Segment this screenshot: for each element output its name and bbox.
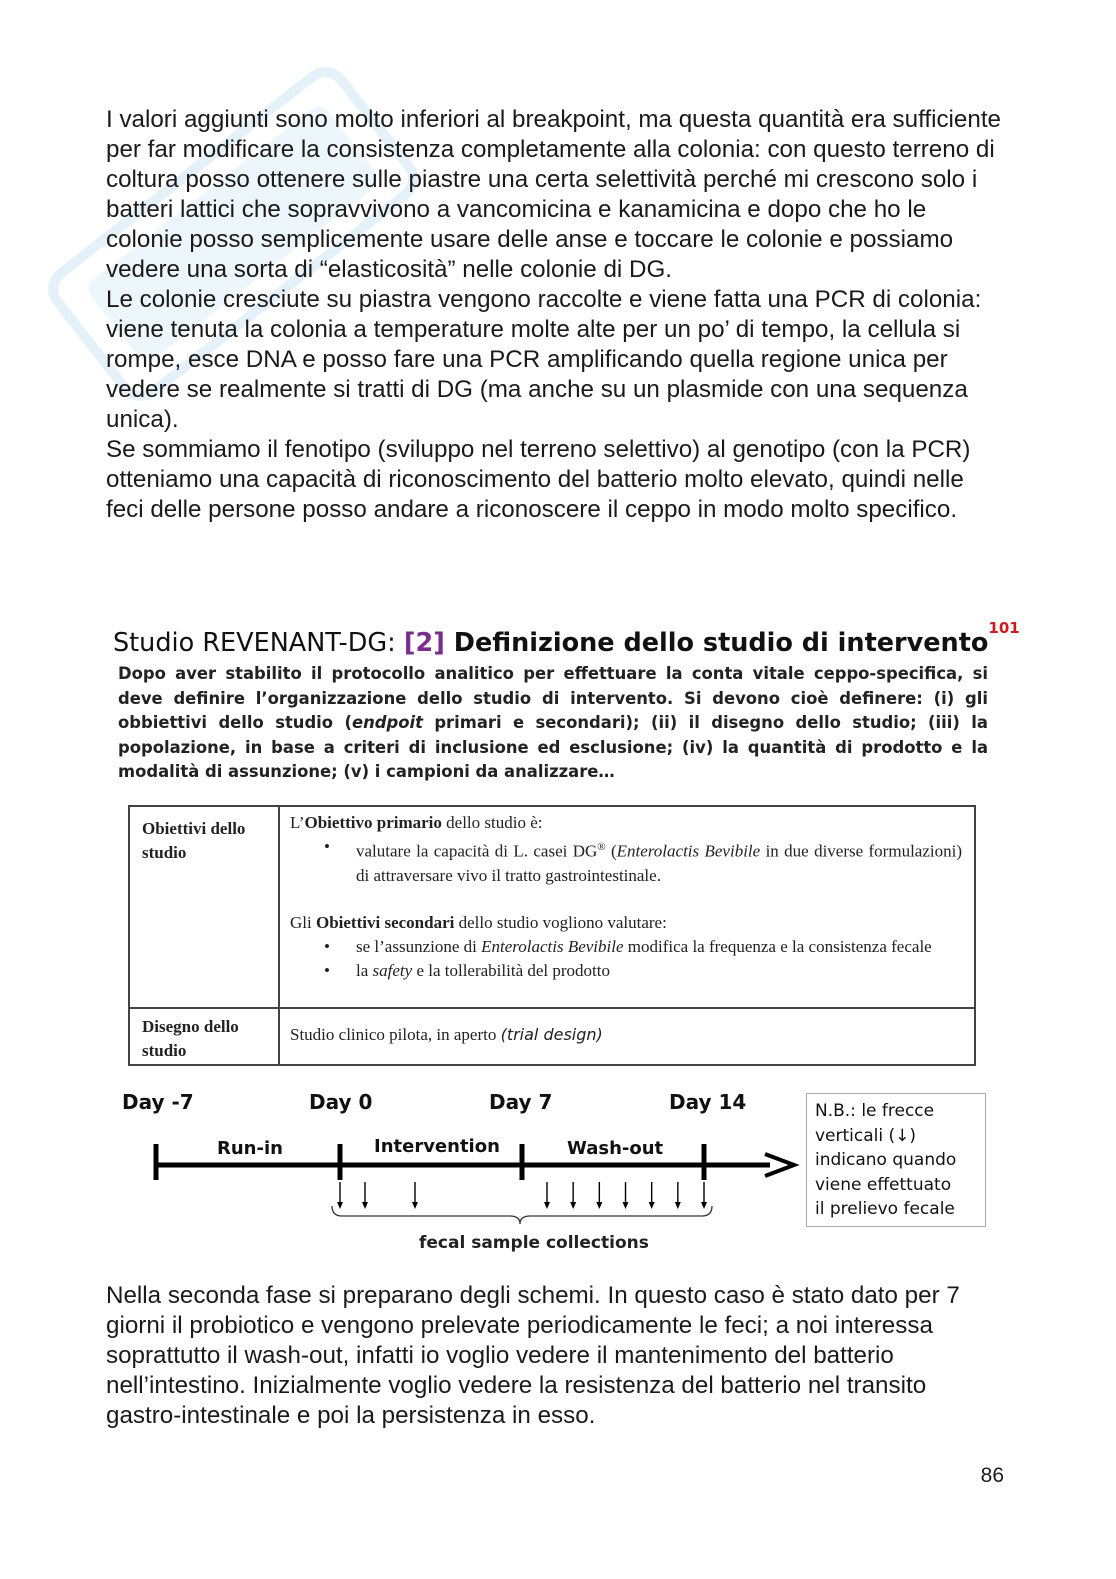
collection-arrow-head [701,1202,707,1209]
study-timeline [110,1082,810,1262]
text: valutare la capacità di L. casei DG [356,841,598,861]
text: se l’assunzione di [356,936,482,956]
text: ( [605,841,617,861]
text: dello studio vogliono valutare: [454,912,667,932]
text-italic: Enterolactis Bevibile [616,841,761,861]
text-bold: Obiettivi secondari [315,912,455,932]
list-item [324,835,962,888]
body-text-bottom [106,1281,1006,1431]
note-line: il prelievo fecale [815,1199,955,1220]
table-row [129,806,975,1008]
note-line: indicano quando [815,1150,957,1171]
list-item [324,959,962,983]
bullet-icon: • [324,936,330,956]
text: la [356,960,373,980]
collection-arrow-head [623,1202,629,1209]
table-row [129,1008,975,1065]
day-label: Day -7 [122,1090,194,1114]
collection-arrow-head [412,1202,418,1209]
study-table [128,805,976,1066]
collections-brace [332,1206,712,1224]
slide-title-number: [2] [403,628,445,658]
collection-arrow-head [570,1202,576,1209]
paragraph: Se sommiamo il fenotipo (sviluppo nel terreno selettivo) al genotipo (con la PCR) otteniamo una capacità di riconoscimento del batterio molto elevato, quindi nelle feci delle persone posso andare a riconoscere il ceppo in modo molto specifico. [106,436,971,523]
text-bold: Obiettivo primario [304,813,442,832]
secondary-objective-list [290,935,962,983]
phase-label: Intervention [374,1136,500,1157]
text: in due diverse formulazioni) di attraversare vivo il tratto gastrointestinale. [356,841,962,885]
design-cell [279,1008,975,1065]
collections-caption: fecal sample collections [419,1233,649,1253]
note-line: verticali (↓) [815,1125,917,1146]
text: e la tollerabilità del prodotto [412,960,610,980]
text: dello studio è: [441,813,543,832]
paragraph: Le colonie cresciute su piastra vengono raccolte e viene fatta una PCR di colonia: viene tenuta la colonia a temperature molte alte per un po’ di tempo, la cellula si rompe, esce DNA e posso fare una PCR amplificando quella regione unica per vedere se realmente si tratti di DG (ma anche su un plasmide con una sequenza unica). [106,286,982,433]
slide-intro [118,662,988,785]
bullet-icon: • [324,837,330,856]
slide-title [113,608,1020,663]
collection-arrow-head [649,1202,655,1209]
objectives-cell [279,806,975,1008]
row-head-design: Disegno dello studio [129,1008,279,1065]
collection-arrow-head [596,1202,602,1209]
phase-label: Run-in [217,1138,283,1159]
note-line: N.B.: le frecce [815,1101,935,1121]
body-text-top [106,105,1006,525]
row-head-objectives: Obiettivi dello studio [129,806,279,1008]
collection-arrow-head [675,1202,681,1209]
collection-arrow-head [337,1202,343,1209]
day-label: Day 0 [309,1090,373,1114]
phase-label: Wash-out [567,1138,664,1159]
collection-arrow-head [544,1202,550,1209]
collection-arrow-head [362,1202,368,1209]
text: Studio clinico pilota, in aperto [290,1025,501,1044]
secondary-objective-heading [290,911,962,935]
intro-text: Dopo aver stabilito il protocollo analitico per effettuare la conta vitale ceppo-specifica, si deve definire l’organizzazione dello studio di intervento. Si devono cioè definere: (i) gli obbiettivi dello studio ( [118,664,988,732]
text-italic: safety [372,960,413,980]
intro-text: primari e secondari); (ii) il disegno dello studio; (iii) la popolazione, in base a criteri di inclusione ed esclusione; (iv) la quantità di prodotto e la modalità di assunzione; (v) i campioni da analizzare… [118,713,988,781]
slide-title-prefix: Studio REVENANT-DG: [113,628,404,658]
day-label: Day 14 [669,1090,747,1114]
registered-mark: ® [597,841,606,853]
day-label: Day 7 [489,1090,553,1114]
paragraph: Nella seconda fase si preparano degli schemi. In questo caso è stato dato per 7 giorni il probiotico e vengono prelevate periodicamente le feci; a noi interessa soprattutto il wash-out, infatti io voglio vedere il mantenimento del batterio nell’intestino. Inizialmente voglio vedere la resistenza del batterio nel transito gastro-intestinale e poi la persistenza in esso. [106,1282,960,1429]
note-line: viene effettuato [815,1174,952,1195]
paragraph: I valori aggiunti sono molto inferiori al breakpoint, ma questa quantità era sufficiente per far modificare la consistenza completamente alla colonia: con questo terreno di coltura posso ottenere sulle piastre una certa selettività perché mi crescono solo i batteri lattici che sopravvivono a vancomicina e kanamicina e dopo che ho le colonie posso semplicemente usare delle anse e toccare le colonie e possiamo vedere una sorta di “elasticosità” nelle colonie di DG. [106,106,1002,283]
note-box [806,1093,986,1227]
text-italic: Enterolactis Bevibile [481,936,624,956]
slide-title-main: Definizione dello studio di intervento [444,628,989,658]
intro-emphasis: endpoit [351,713,423,732]
page-number: 86 [980,1464,1004,1487]
text: modifica la frequenza e la consistenza fecale [623,936,932,956]
bullet-icon: • [324,960,330,980]
text: Gli [290,912,316,932]
primary-objective-list [290,835,962,888]
text-italic: (trial design) [500,1025,603,1044]
text: L’ [290,813,305,832]
list-item [324,935,962,959]
slide-title-ref: 101 [988,619,1020,637]
primary-objective-heading [290,811,962,835]
